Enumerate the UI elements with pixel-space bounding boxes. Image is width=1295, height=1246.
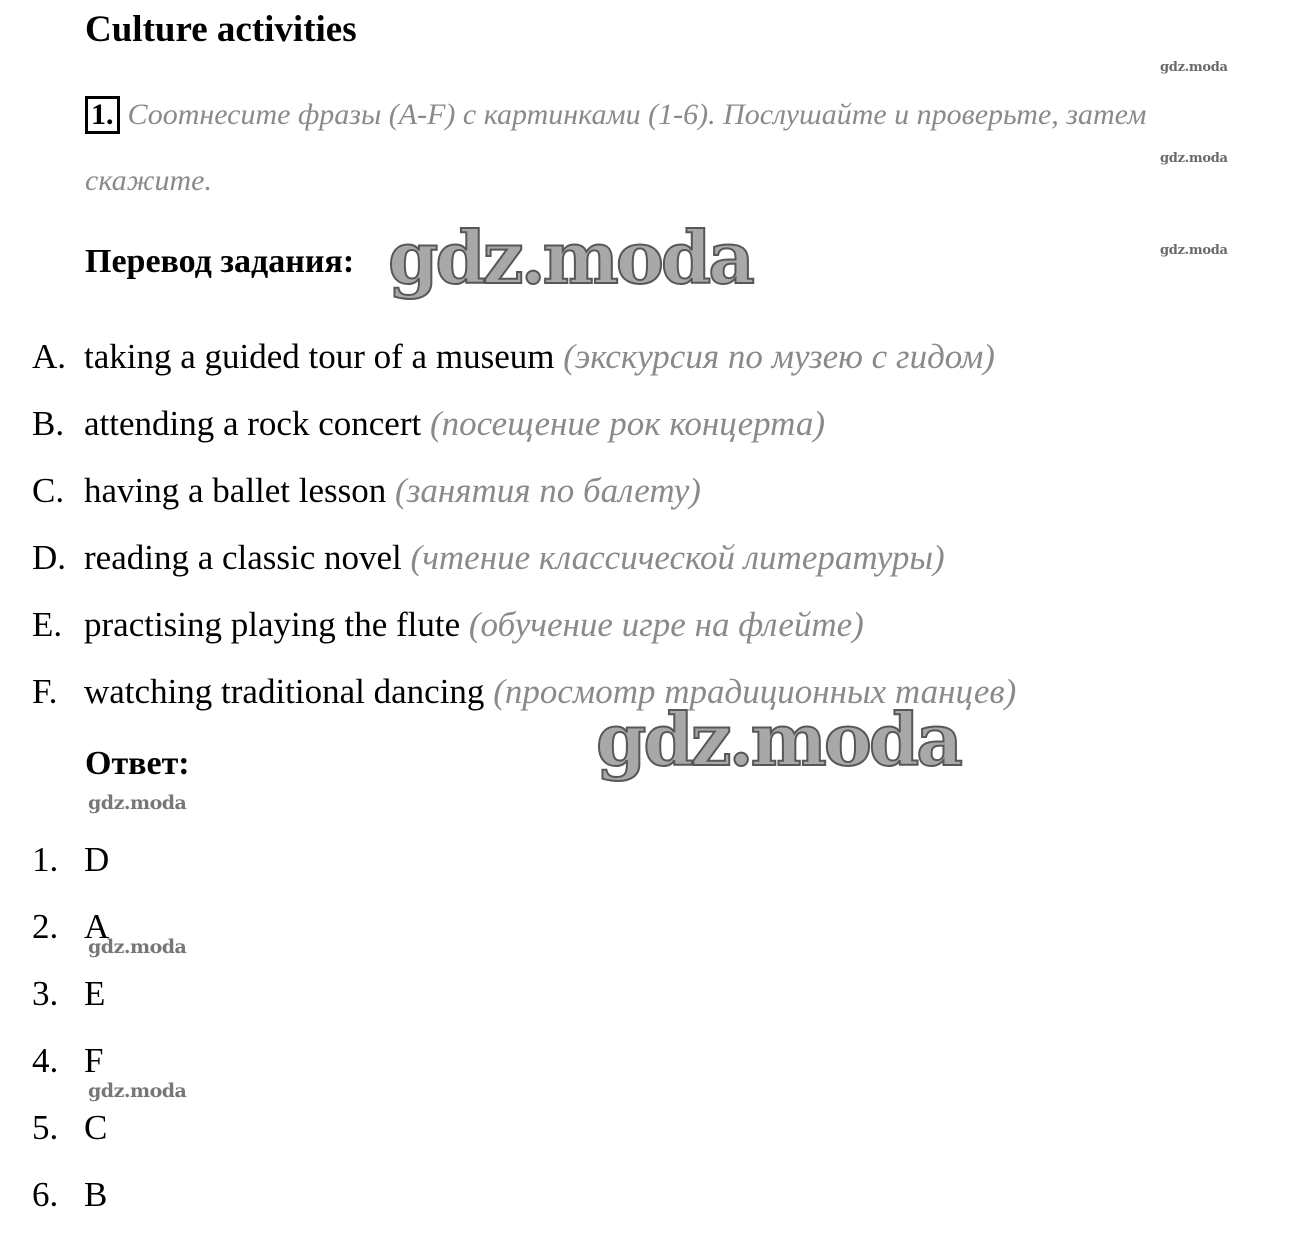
- watermark: gdz.moda: [88, 792, 187, 814]
- answer-item: [32, 1161, 109, 1228]
- list-marker: C.: [32, 471, 65, 510]
- phrase-translation: (обучение игре на флейте): [468, 605, 864, 644]
- phrase-list: [32, 323, 1016, 725]
- list-marker: D.: [32, 538, 67, 577]
- phrase-translation: (просмотр традиционных танцев): [493, 672, 1017, 711]
- answer-item: [32, 1094, 109, 1161]
- phrase-text: watching traditional dancing: [84, 672, 485, 711]
- phrase-text: taking a guided tour of a museum: [84, 337, 555, 376]
- phrase-translation: (чтение классической литературы): [410, 538, 945, 577]
- list-item: [32, 524, 1016, 591]
- list-item: [32, 390, 1016, 457]
- watermark: gdz.moda: [1160, 243, 1228, 258]
- answer-value: D: [84, 840, 110, 879]
- watermark: gdz.moda: [1160, 151, 1228, 166]
- answer-value: C: [84, 1108, 108, 1147]
- answer-value: B: [84, 1175, 108, 1214]
- answer-marker: 2.: [32, 907, 59, 946]
- phrase-text: reading a classic novel: [84, 538, 402, 577]
- translation-heading: Перевод задания:: [85, 243, 355, 280]
- phrase-translation: (экскурсия по музею с гидом): [563, 337, 995, 376]
- task-number-box: 1.: [85, 96, 120, 134]
- list-marker: E.: [32, 605, 63, 644]
- watermark: gdz.moda: [88, 936, 187, 958]
- phrase-translation: (занятия по балету): [395, 471, 701, 510]
- answer-item: [32, 826, 109, 893]
- answer-marker: 5.: [32, 1108, 59, 1147]
- answer-marker: 4.: [32, 1041, 59, 1080]
- watermark: gdz.moda: [88, 1080, 187, 1102]
- watermark: gdz.moda: [596, 697, 960, 782]
- answer-value: A: [84, 907, 110, 946]
- task-text-continued: скажите.: [85, 164, 212, 197]
- list-marker: B.: [32, 404, 65, 443]
- list-item: [32, 591, 1016, 658]
- page-title: Culture activities: [85, 9, 357, 50]
- answer-marker: 6.: [32, 1175, 59, 1214]
- answer-heading: Ответ:: [85, 745, 190, 782]
- answer-value: E: [84, 974, 106, 1013]
- phrase-text: attending a rock concert: [84, 404, 422, 443]
- list-marker: F.: [32, 672, 58, 711]
- task-text: Соотнесите фразы (A-F) с картинками (1-6). Послушайте и проверьте, затем: [127, 98, 1147, 131]
- list-item: [32, 323, 1016, 390]
- task-instruction: [85, 96, 1146, 134]
- phrase-text: having a ballet lesson: [84, 471, 387, 510]
- answer-item: [32, 960, 109, 1027]
- answer-value: F: [84, 1041, 104, 1080]
- phrase-text: practising playing the flute: [84, 605, 461, 644]
- list-marker: A.: [32, 337, 67, 376]
- answer-marker: 1.: [32, 840, 59, 879]
- watermark: gdz.moda: [1160, 60, 1228, 75]
- answer-marker: 3.: [32, 974, 59, 1013]
- answer-list: [32, 826, 109, 1228]
- phrase-translation: (посещение рок концерта): [429, 404, 826, 443]
- watermark: gdz.moda: [388, 215, 752, 300]
- list-item: [32, 457, 1016, 524]
